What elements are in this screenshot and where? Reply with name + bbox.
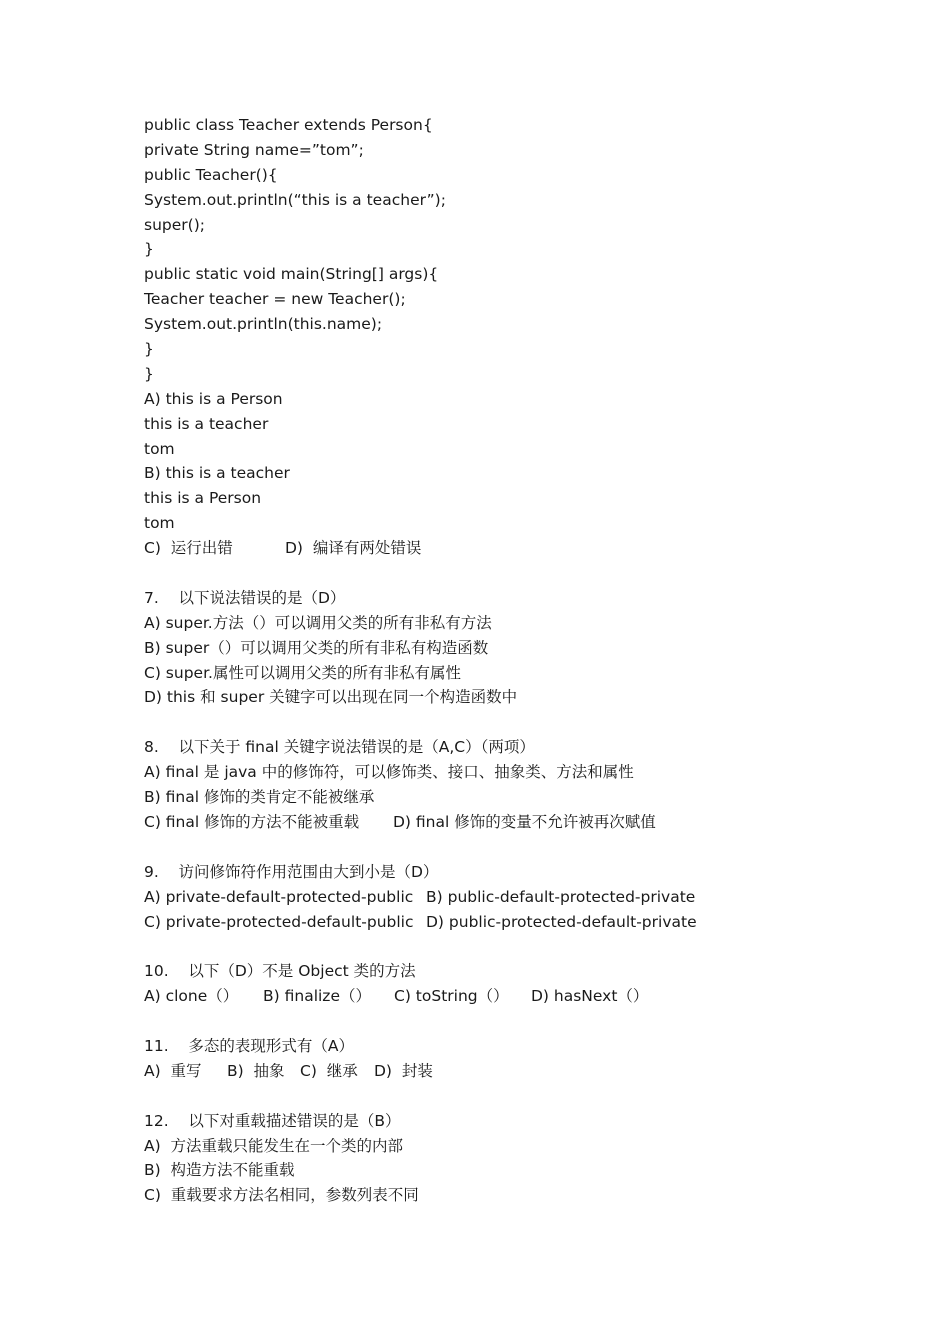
option-b: B) 抽象 bbox=[227, 1061, 285, 1080]
option-row-cd bbox=[144, 910, 904, 935]
option-d: D) this 和 super 关键字可以出现在同一个构造函数中 bbox=[144, 688, 518, 707]
option-c: C) toString（） bbox=[394, 987, 509, 1006]
option-b: B) 构造方法不能重载 bbox=[144, 1161, 295, 1180]
option-c: C) 重载要求方法名相同，参数列表不同 bbox=[144, 1186, 419, 1205]
option-c: C) private-protected-default-public bbox=[144, 912, 414, 931]
question-11 bbox=[144, 1034, 904, 1084]
option-row bbox=[144, 984, 904, 1009]
q6-option-a: A) this is a Person bbox=[144, 389, 283, 408]
q6-option-a-line: this is a teacher bbox=[144, 414, 269, 433]
code-line: super(); bbox=[144, 215, 205, 234]
q6-option-b: B) this is a teacher bbox=[144, 464, 290, 483]
document-page bbox=[144, 113, 904, 1208]
option-a: A) 重写 bbox=[144, 1061, 202, 1080]
question-text: 12. 以下对重载描述错误的是（B） bbox=[144, 1111, 401, 1130]
question-text: 7. 以下说法错误的是（D） bbox=[144, 588, 346, 607]
option-row-ab bbox=[144, 885, 904, 910]
q6-option-d: D) 编译有两处错误 bbox=[285, 539, 422, 558]
option-b: B) final 修饰的类肯定不能被继承 bbox=[144, 788, 375, 807]
option-d: D) hasNext（） bbox=[531, 987, 649, 1006]
option-a: A) clone（） bbox=[144, 987, 239, 1006]
q6-options bbox=[144, 387, 904, 561]
option-c: C) 继承 bbox=[300, 1061, 358, 1080]
question-7 bbox=[144, 586, 904, 710]
question-text: 11. 多态的表现形式有（A） bbox=[144, 1036, 354, 1055]
option-b: B) public-default-protected-private bbox=[426, 887, 696, 906]
option-row bbox=[144, 1059, 904, 1084]
q6-option-c: C) 运行出错 bbox=[144, 539, 233, 558]
code-line: public Teacher(){ bbox=[144, 165, 278, 184]
option-a: A) final 是 java 中的修饰符，可以修饰类、接口、抽象类、方法和属性 bbox=[144, 763, 634, 782]
code-line: } bbox=[144, 364, 154, 383]
q6-option-row-cd bbox=[144, 536, 904, 561]
code-line: public static void main(String[] args){ bbox=[144, 265, 439, 284]
question-text: 9. 访问修饰符作用范围由大到小是（D） bbox=[144, 862, 439, 881]
code-line: public class Teacher extends Person{ bbox=[144, 116, 433, 134]
code-line: } bbox=[144, 340, 154, 359]
code-line: } bbox=[144, 240, 154, 259]
option-d: D) final 修饰的变量不允许被再次赋值 bbox=[393, 812, 656, 831]
q6-option-b-line: this is a Person bbox=[144, 489, 262, 508]
q6-option-a-line: tom bbox=[144, 439, 175, 458]
question-9 bbox=[144, 860, 904, 935]
option-c: C) final 修饰的方法不能被重载 bbox=[144, 812, 360, 831]
question-text: 10. 以下（D）不是 Object 类的方法 bbox=[144, 962, 416, 981]
option-row-cd bbox=[144, 810, 904, 835]
option-d: D) public-protected-default-private bbox=[426, 912, 697, 931]
code-block bbox=[144, 113, 904, 387]
option-b: B) super（）可以调用父类的所有非私有构造函数 bbox=[144, 638, 489, 657]
question-12 bbox=[144, 1109, 904, 1209]
q6-option-b-line: tom bbox=[144, 514, 175, 533]
question-text: 8. 以下关于 final 关键字说法错误的是（A,C）（两项） bbox=[144, 738, 535, 757]
option-b: B) finalize（） bbox=[263, 987, 371, 1006]
option-a: A) private-default-protected-public bbox=[144, 887, 414, 906]
question-10 bbox=[144, 959, 904, 1009]
code-line: System.out.println(“this is a teacher”); bbox=[144, 190, 446, 209]
question-8 bbox=[144, 735, 904, 835]
code-line: private String name=”tom”; bbox=[144, 140, 364, 159]
option-a: A) 方法重载只能发生在一个类的内部 bbox=[144, 1136, 404, 1155]
option-d: D) 封装 bbox=[374, 1061, 433, 1080]
option-c: C) super.属性可以调用父类的所有非私有属性 bbox=[144, 663, 461, 682]
code-line: System.out.println(this.name); bbox=[144, 315, 383, 334]
code-line: Teacher teacher = new Teacher(); bbox=[144, 290, 406, 309]
option-a: A) super.方法（）可以调用父类的所有非私有方法 bbox=[144, 613, 492, 632]
